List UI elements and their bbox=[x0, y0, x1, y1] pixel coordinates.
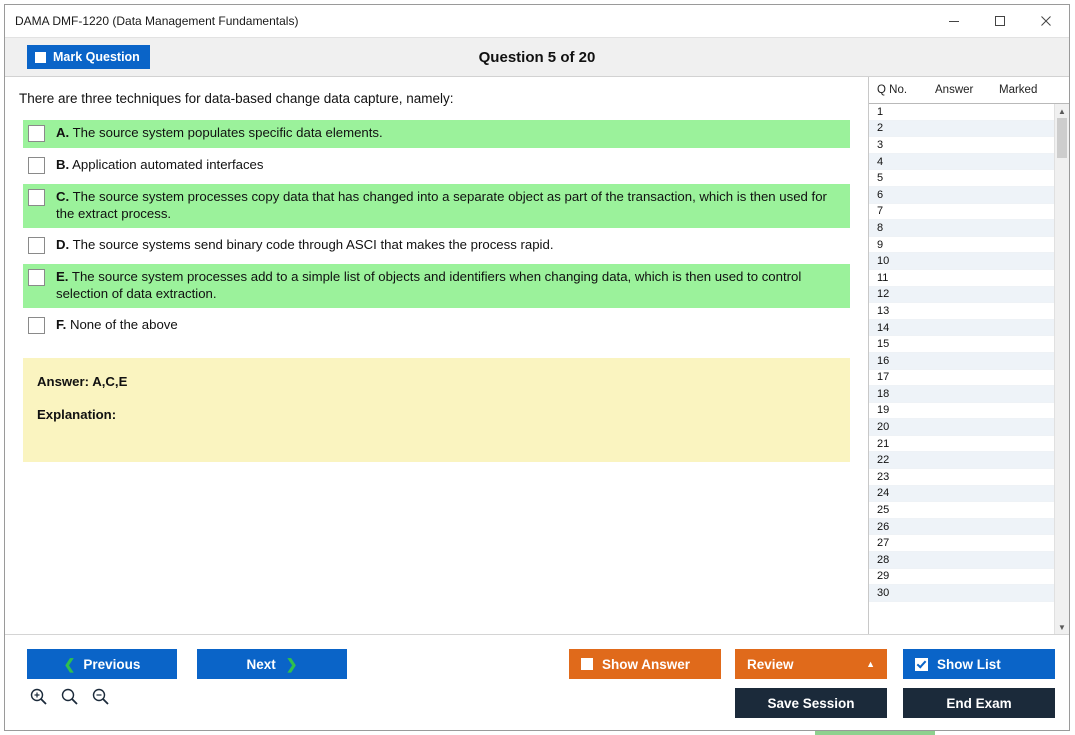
show-list-checkbox-icon bbox=[915, 658, 928, 671]
cell-qno: 16 bbox=[877, 354, 890, 367]
answer-panel bbox=[23, 358, 850, 462]
option-text bbox=[56, 268, 846, 303]
mark-question-label: Mark Question bbox=[53, 50, 140, 64]
table-row[interactable] bbox=[869, 253, 1069, 270]
table-row[interactable] bbox=[869, 552, 1069, 569]
zoom-out-icon[interactable] bbox=[91, 687, 110, 706]
question-rows[interactable] bbox=[869, 104, 1069, 602]
save-session-button[interactable] bbox=[735, 688, 887, 718]
cell-qno: 8 bbox=[877, 221, 884, 234]
table-row[interactable] bbox=[869, 403, 1069, 420]
scrollbar-thumb[interactable] bbox=[1057, 118, 1067, 158]
end-exam-label: End Exam bbox=[946, 695, 1012, 711]
option-text bbox=[56, 124, 846, 141]
cell-qno: 28 bbox=[877, 553, 890, 566]
footer-toolbar bbox=[5, 634, 1069, 730]
chevron-left-icon: ❮ bbox=[63, 655, 76, 672]
table-row[interactable] bbox=[869, 270, 1069, 287]
table-row[interactable] bbox=[869, 469, 1069, 486]
scroll-up-icon[interactable]: ▲ bbox=[1058, 106, 1066, 116]
status-indicator bbox=[815, 731, 935, 735]
option-letter: D. bbox=[56, 236, 70, 252]
cell-qno: 27 bbox=[877, 537, 890, 550]
cell-qno: 12 bbox=[877, 288, 890, 301]
table-row[interactable] bbox=[869, 170, 1069, 187]
show-list-label: Show List bbox=[937, 656, 1001, 672]
table-row[interactable] bbox=[869, 535, 1069, 552]
end-exam-button[interactable] bbox=[903, 688, 1055, 718]
column-header-answer: Answer bbox=[935, 84, 974, 96]
close-icon[interactable] bbox=[1023, 6, 1069, 37]
option-text bbox=[56, 316, 846, 333]
zoom-reset-icon[interactable] bbox=[60, 687, 79, 706]
minimize-icon[interactable] bbox=[931, 6, 977, 37]
option-row[interactable] bbox=[23, 120, 850, 148]
content-area bbox=[5, 77, 1069, 634]
option-checkbox[interactable] bbox=[28, 269, 45, 286]
table-row[interactable] bbox=[869, 237, 1069, 254]
table-row[interactable] bbox=[869, 519, 1069, 536]
status-bar bbox=[0, 730, 1075, 735]
scroll-down-icon[interactable]: ▼ bbox=[1058, 622, 1066, 632]
title-bar bbox=[5, 5, 1069, 38]
explanation-text: Explanation: bbox=[37, 406, 117, 422]
cell-qno: 4 bbox=[877, 155, 884, 168]
table-row[interactable] bbox=[869, 386, 1069, 403]
option-row[interactable] bbox=[23, 184, 850, 228]
table-row[interactable] bbox=[869, 353, 1069, 370]
option-body: The source system processes add to a simple list of objects and identifiers when changing data, which is then used to control selection of data extraction. bbox=[56, 268, 802, 302]
question-list-scrollbar[interactable] bbox=[1054, 104, 1069, 634]
table-row[interactable] bbox=[869, 154, 1069, 171]
table-row[interactable] bbox=[869, 121, 1069, 138]
cell-qno: 17 bbox=[877, 371, 890, 384]
cell-qno: 14 bbox=[877, 321, 890, 334]
table-row[interactable] bbox=[869, 370, 1069, 387]
option-body: The source systems send binary code through ASCI that makes the process rapid. bbox=[72, 236, 554, 252]
cell-qno: 26 bbox=[877, 520, 890, 533]
option-text bbox=[56, 236, 846, 253]
cell-qno: 24 bbox=[877, 487, 890, 500]
cell-qno: 7 bbox=[877, 205, 884, 218]
question-pane bbox=[5, 77, 868, 634]
cell-qno: 23 bbox=[877, 470, 890, 483]
cell-qno: 6 bbox=[877, 188, 884, 201]
cell-qno: 3 bbox=[877, 138, 884, 151]
option-checkbox[interactable] bbox=[28, 189, 45, 206]
question-header bbox=[5, 38, 1069, 77]
column-header-marked: Marked bbox=[999, 84, 1038, 96]
cell-qno: 25 bbox=[877, 504, 890, 517]
page-title: Question 5 of 20 bbox=[478, 48, 596, 66]
option-letter: B. bbox=[56, 157, 70, 172]
cell-qno: 9 bbox=[877, 238, 884, 251]
option-checkbox[interactable] bbox=[28, 237, 45, 254]
question-prompt: There are three techniques for data-based change data capture, namely: bbox=[19, 91, 454, 106]
exam-window bbox=[4, 4, 1070, 731]
table-row[interactable] bbox=[869, 204, 1069, 221]
next-button[interactable] bbox=[197, 649, 347, 679]
option-letter: F. bbox=[56, 316, 67, 332]
option-row[interactable] bbox=[23, 152, 850, 180]
chevron-right-icon: ❯ bbox=[285, 655, 298, 672]
option-checkbox[interactable] bbox=[28, 317, 45, 334]
table-row[interactable] bbox=[869, 220, 1069, 237]
column-header-qno: Q No. bbox=[877, 84, 908, 96]
cell-qno: 30 bbox=[877, 587, 890, 600]
table-row[interactable] bbox=[869, 502, 1069, 519]
option-letter: C. bbox=[56, 189, 70, 204]
option-row[interactable] bbox=[23, 312, 850, 340]
answer-text: Answer: A,C,E bbox=[37, 373, 128, 389]
option-text bbox=[56, 188, 846, 223]
table-row[interactable] bbox=[869, 569, 1069, 586]
table-row[interactable] bbox=[869, 436, 1069, 453]
option-row[interactable] bbox=[23, 232, 850, 260]
question-list-body[interactable] bbox=[869, 104, 1069, 634]
previous-label: Previous bbox=[83, 656, 141, 672]
maximize-icon[interactable] bbox=[977, 6, 1023, 37]
cell-qno: 11 bbox=[877, 271, 889, 284]
table-row[interactable] bbox=[869, 320, 1069, 337]
cell-qno: 19 bbox=[877, 404, 890, 417]
table-row[interactable] bbox=[869, 187, 1069, 204]
table-row[interactable] bbox=[869, 585, 1069, 602]
cell-qno: 10 bbox=[877, 255, 890, 268]
option-body: The source system populates specific data elements. bbox=[72, 125, 383, 140]
table-row[interactable] bbox=[869, 419, 1069, 436]
option-checkbox[interactable] bbox=[28, 157, 45, 174]
cell-qno: 29 bbox=[877, 570, 890, 583]
question-list-header bbox=[869, 77, 1069, 104]
table-row[interactable] bbox=[869, 287, 1069, 304]
option-checkbox[interactable] bbox=[28, 125, 45, 142]
cell-qno: 1 bbox=[877, 105, 884, 118]
option-body: None of the above bbox=[69, 316, 178, 332]
zoom-in-icon[interactable] bbox=[29, 687, 48, 706]
table-row[interactable] bbox=[869, 486, 1069, 503]
cell-qno: 5 bbox=[877, 172, 884, 185]
save-session-label: Save Session bbox=[767, 695, 855, 711]
cell-qno: 18 bbox=[877, 387, 890, 400]
option-letter: E. bbox=[56, 268, 69, 284]
table-row[interactable] bbox=[869, 452, 1069, 469]
mark-question-checkbox-icon bbox=[35, 52, 46, 63]
review-label: Review bbox=[747, 656, 794, 672]
next-label: Next bbox=[246, 656, 276, 672]
cell-qno: 20 bbox=[877, 421, 890, 434]
chevron-down-icon: ▲ bbox=[866, 659, 875, 669]
cell-qno: 13 bbox=[877, 304, 890, 317]
options-list bbox=[5, 120, 868, 340]
zoom-controls bbox=[29, 687, 110, 706]
cell-qno: 22 bbox=[877, 454, 890, 467]
mark-question-button[interactable] bbox=[27, 45, 150, 69]
option-text bbox=[56, 156, 846, 173]
option-row[interactable] bbox=[23, 264, 850, 308]
show-answer-checkbox-icon bbox=[581, 658, 593, 670]
window-title: DAMA DMF-1220 (Data Management Fundamentals) bbox=[15, 14, 299, 28]
option-body: The source system processes copy data that has changed into a separate object as part of the transaction, which is then used for the extract process. bbox=[56, 189, 827, 222]
option-letter: A. bbox=[56, 125, 70, 140]
table-row[interactable] bbox=[869, 137, 1069, 154]
question-list-pane bbox=[868, 77, 1069, 634]
table-row[interactable] bbox=[869, 336, 1069, 353]
cell-qno: 21 bbox=[877, 437, 890, 450]
review-dropdown-button[interactable] bbox=[735, 649, 887, 679]
cell-qno: 15 bbox=[877, 338, 890, 351]
show-answer-label: Show Answer bbox=[602, 656, 691, 672]
table-row[interactable] bbox=[869, 303, 1069, 320]
cell-qno: 2 bbox=[877, 122, 884, 135]
table-row[interactable] bbox=[869, 104, 1069, 121]
show-answer-button[interactable] bbox=[569, 649, 721, 679]
previous-button[interactable] bbox=[27, 649, 177, 679]
option-body: Application automated interfaces bbox=[72, 157, 264, 172]
show-list-button[interactable] bbox=[903, 649, 1055, 679]
